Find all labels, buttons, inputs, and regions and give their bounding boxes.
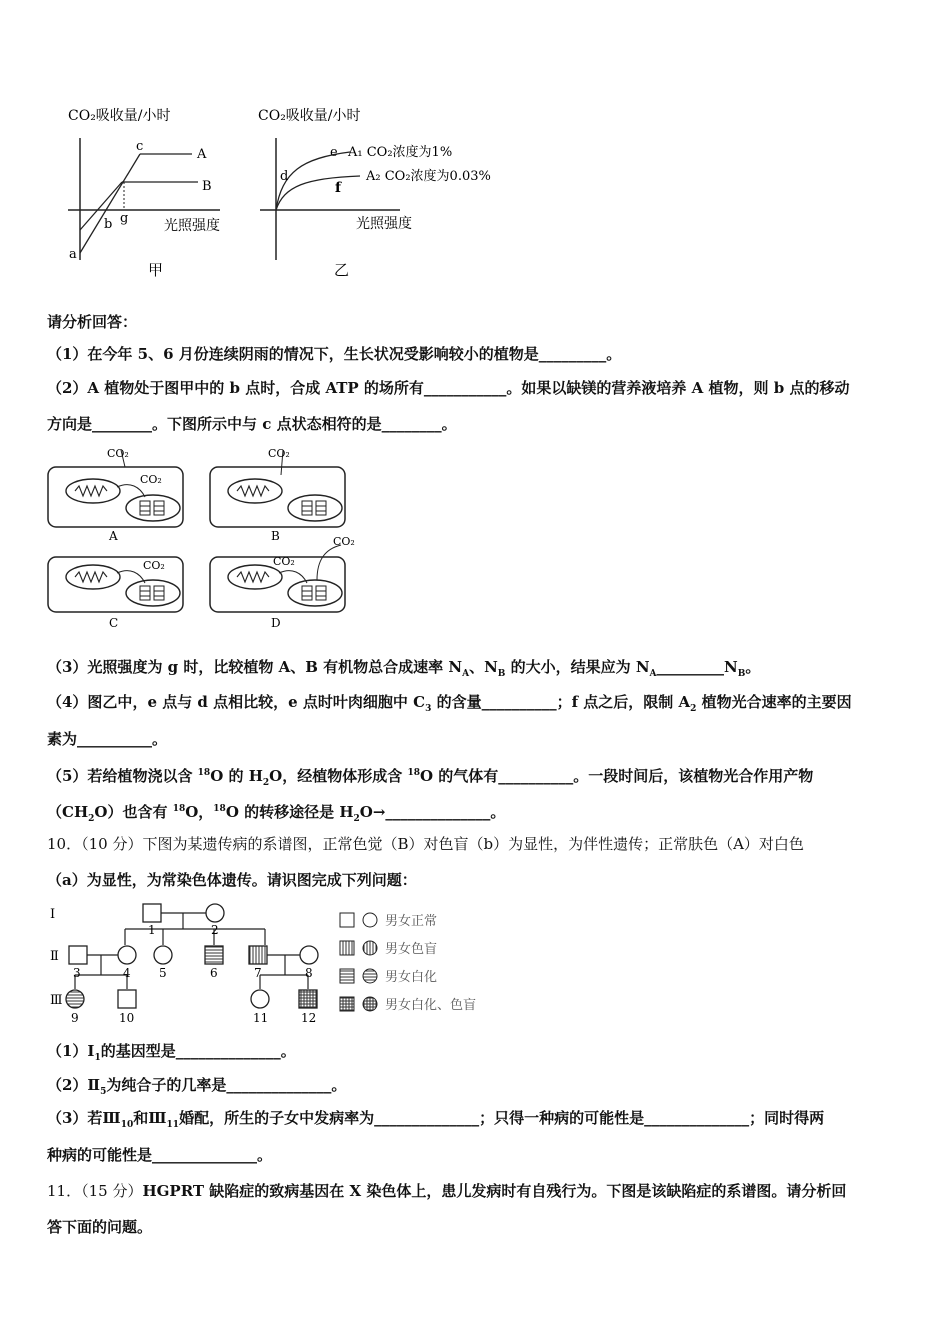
graph-yi-xlabel: 光照强度 [356,216,412,232]
label-1: 1 [148,923,156,937]
point-g: g [120,211,129,226]
question-3: （3）光照强度为 g 时，比较植物 A、B 有机物总合成速率 $N_A$、$N_B$ 的大小，结果应为 $N_A\_\_\_\_\_\_\_\_\_N_B$。 [47,658,761,679]
graph-jia [60,100,250,280]
point-f: f [335,180,342,196]
question-4a: （4）图乙中，e 点与 d 点相比较，e 点时叶肉细胞中 $C_3$ 的含量__________；f 点之后，限制 $A_2$ 植物光合速率的主要因 [47,693,852,714]
question-10b: （a）为显性，为常染色体遗传。请识图完成下列问题： [47,871,417,889]
cell-A-co2-top: CO₂ [107,447,129,460]
point-a: a [69,247,77,262]
question-2a: （2）A 植物处于图甲中的 b 点时，合成 ATP 的场所有___________。如果以缺镁的营养液培养 A 植物，则 b 点的移动 [47,379,850,397]
curve-A2 [276,176,360,210]
curve-b [80,154,140,253]
question-2b: 方向是________。下图所示中与 c 点状态相符的是________。 [47,415,457,433]
gen-III: Ⅲ [50,993,63,1008]
cell-C-co2: CO₂ [143,559,165,572]
cell-C-label: C [109,616,119,630]
label-11: 11 [253,1011,269,1025]
label-12: 12 [301,1011,317,1025]
label-5: 5 [159,966,167,980]
person-III11 [251,990,269,1008]
person-III12 [299,990,317,1008]
question-5b: $(CH_2O)$也含有 $^{18}$O，$^{18}$O 的转移途径是 $H_2O\to\_\_\_\_\_\_\_\_\_\_\_\_\_\_$。 [47,803,506,824]
gen-I: Ⅰ [50,907,56,922]
point-d: d [280,169,289,184]
cell-B [210,447,345,543]
pedigree-legend [340,913,476,1013]
legend-albino: 男女白化 [385,970,438,985]
intro: 请分析回答： [47,313,138,331]
graph-yi [250,100,540,280]
graph-jia-caption: 甲 [148,261,164,279]
question-10-1: $(1)Ⅰ_1$的基因型是______________。 [47,1042,296,1063]
cell-A-label: A [109,529,118,543]
label-9: 9 [71,1011,79,1025]
graph-jia-xlabel: 光照强度 [164,218,220,234]
graph-yi-caption: 乙 [334,261,350,279]
cell-D-label: D [271,616,281,630]
question-4b: 素为__________。 [47,730,168,748]
question-10a: 10．（10 分）下图为某遗传病的系谱图，正常色觉（B）对色盲（b）为显性，为伴性遗传；正常肤色（A）对白色 [47,835,804,853]
legend-normal: 男女正常 [385,914,438,929]
person-II5 [154,946,172,964]
label-A: A [197,147,207,162]
curve-A1-label: A₁ CO₂浓度为1% [348,145,453,160]
graph-yi-ylabel: CO₂吸收量/小时 [258,108,361,124]
person-I1 [143,904,161,922]
person-III9 [66,990,84,1008]
person-II3 [69,946,87,964]
question-10-2: $(2)Ⅱ_5$为纯合子的几率是______________。 [47,1076,347,1097]
label-3: 3 [73,966,81,980]
point-b: b [104,217,113,232]
gen-II: Ⅱ [50,949,59,964]
person-II4 [118,946,136,964]
cell-D-co2-inner: CO₂ [273,555,295,568]
cell-A-co2-inner: CO₂ [140,473,162,486]
question-1: （1）在今年 5、6 月份连续阴雨的情况下，生长状况受影响较小的植物是_________。 [47,345,622,363]
curve-A2-label: A₂ CO₂浓度为0.03% [366,169,491,184]
cell-diagrams [45,445,375,633]
label-6: 6 [210,966,218,980]
question-10-3a: （3）若$Ⅲ_{10}$和$Ⅲ_{11}$婚配，所生的子女中发病率为______________；只得一种病的可能性是______________；同时得两 [47,1109,825,1130]
person-III10 [118,990,136,1008]
graph-jia-ylabel: CO₂吸收量/小时 [68,108,171,124]
person-II7 [249,946,267,964]
cell-A [48,447,183,543]
person-II6 [205,946,223,964]
question-11b: 答下面的问题。 [47,1218,153,1236]
curve-a [80,182,122,230]
legend-colorblind: 男女色盲 [385,942,438,957]
question-5a: （5）若给植物浇以含 $^{18}$O 的 $H_2O$，经植物体形成含 $^{18}$O 的气体有__________。一段时间后，该植物光合作用产物 [47,767,814,788]
cell-B-co2: CO₂ [268,447,290,460]
cell-D-co2-outer: CO₂ [333,535,355,548]
label-4: 4 [123,966,131,980]
cell-C [48,557,183,630]
label-B: B [202,179,212,194]
label-10: 10 [119,1011,135,1025]
legend-albino-colorblind: 男女白化、色盲 [385,998,477,1013]
person-I2 [206,904,224,922]
cell-B-label: B [271,529,280,543]
question-11a: 11．（15 分）HGPRT 缺陷症的致病基因在 X 染色体上，患儿发病时有自残行为。下图是该缺陷症的系谱图。请分析回 [47,1182,847,1200]
label-2: 2 [211,923,219,937]
person-II8 [300,946,318,964]
label-7: 7 [254,966,262,980]
cell-D [210,535,355,630]
question-10-3b: 种病的可能性是______________。 [47,1146,273,1164]
point-e: e [330,145,338,160]
label-8: 8 [305,966,313,980]
point-c: c [136,139,144,154]
pedigree-chart [45,898,505,1030]
